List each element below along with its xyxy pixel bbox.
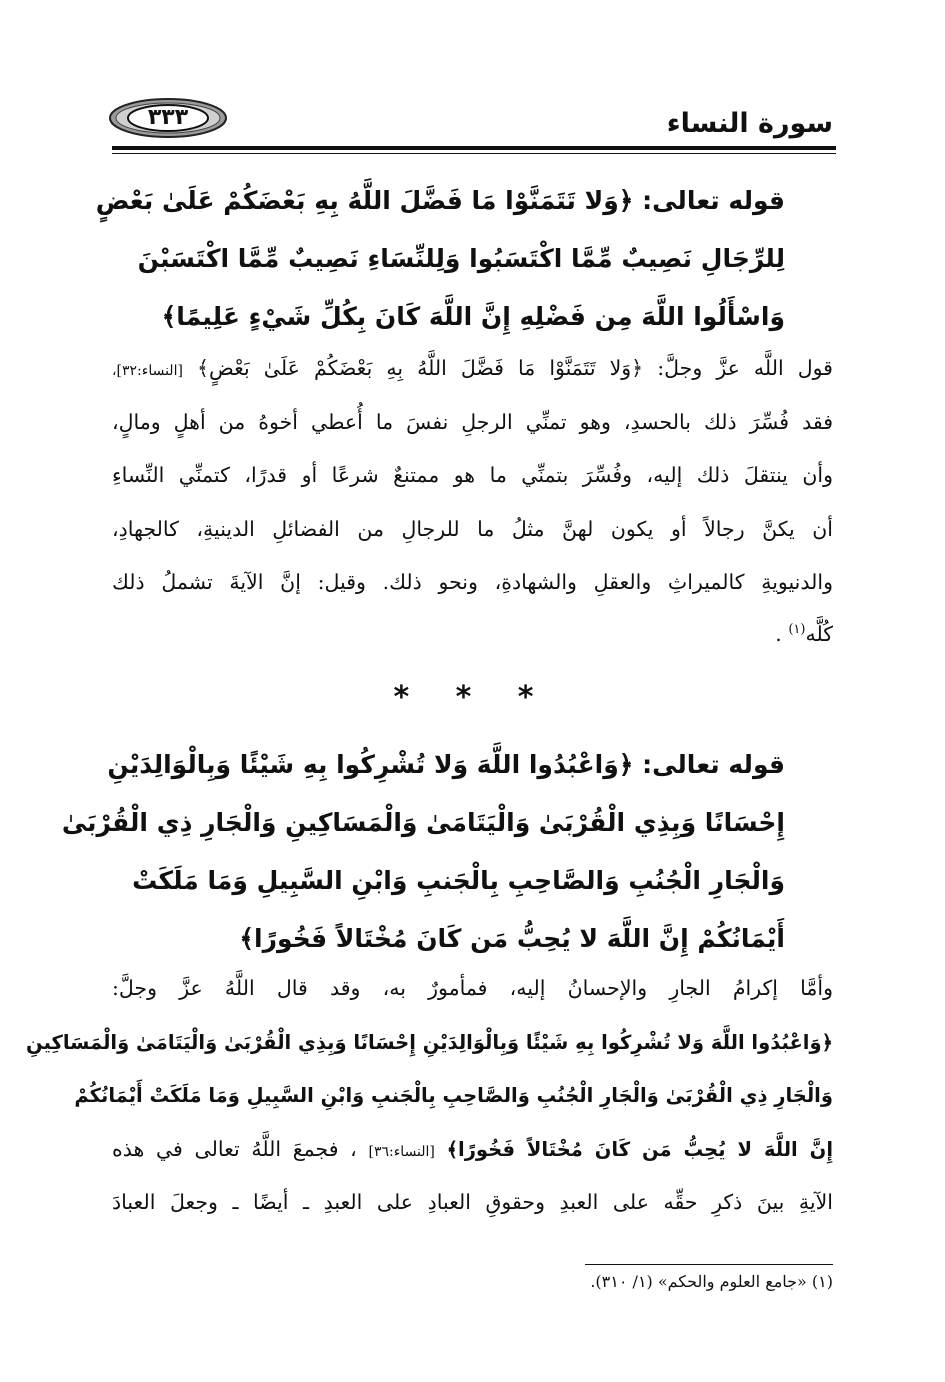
prose-text: قول اللَّه عزَّ وجلَّ: ﴿وَلا تَتَمَنَّوْا مَا فَضَّلَ اللَّهُ بِهِ بَعْضَكُمْ عَلَىٰ بَعْضٍ﴾ — [197, 356, 833, 380]
header-rule-thick — [112, 146, 836, 150]
prose-line: وَالْجَارِ ذِي الْقُرْبَىٰ وَالْجَارِ الْجُنُبِ وَالصَّاحِبِ بِالْجَنبِ وَابْنِ السَّبِيلِ وَمَا مَلَكَتْ أَيْمَانُكُمْ — [74, 1084, 833, 1108]
prose-line: ﴿وَاعْبُدُوا اللَّهَ وَلا تُشْرِكُوا بِهِ شَيْئًا وَبِالْوَالِدَيْنِ إِحْسَانًا وَبِذِي الْقُرْبَىٰ وَالْيَتَامَىٰ وَالْمَسَاكِينِ — [26, 1030, 833, 1054]
prose-line: وأن ينتقلَ ذلك إليه، وفُسِّرَ بتمنِّي ما هو ممتنعٌ شرعًا أو قدرًا، كتمنِّي النِّساءِ — [112, 463, 833, 488]
header-rule-thin — [112, 153, 836, 154]
verse-block-2 — [61, 736, 785, 968]
verse-line: قوله تعالى: ﴿وَلا تَتَمَنَّوْا مَا فَضَّلَ اللَّهُ بِهِ بَعْضَكُمْ عَلَىٰ بَعْضٍ — [95, 186, 785, 215]
section-separator: * * * — [393, 680, 552, 715]
page-number-badge — [108, 97, 228, 139]
prose-line: الآيةِ بينَ ذكرِ حقِّه على العبدِ وحقوقِ العبادِ على العبدِ ـ أيضًا ـ وجعلَ العبادَ — [112, 1190, 833, 1215]
footnote-marker[interactable]: (١) — [788, 621, 806, 637]
verse-quote: إِنَّ اللَّهَ لا يُحِبُّ مَن كَانَ مُخْتَالاً فَخُورًا﴾ — [446, 1137, 833, 1161]
commentary-paragraph-2 — [26, 962, 833, 1230]
prose-text: كُلَّه — [805, 621, 833, 646]
prose-line — [112, 342, 833, 396]
prose-line — [112, 610, 833, 650]
prose-text: . — [775, 621, 782, 646]
verse-line: إِحْسَانًا وَبِذِي الْقُرْبَىٰ وَالْيَتَامَىٰ وَالْمَسَاكِينِ وَالْجَارِ ذِي الْقُرْبَىٰ — [61, 808, 785, 837]
footnote-rule — [585, 1264, 833, 1265]
footnote: (١) «جامع العلوم والحكم» (١/ ٣١٠). — [590, 1272, 833, 1291]
prose-text: ، فجمعَ اللَّهُ تعالى في هذه — [112, 1136, 357, 1161]
verse-line: أَيْمَانُكُمْ إِنَّ اللَّهَ لا يُحِبُّ مَن كَانَ مُخْتَالاً فَخُورًا﴾ — [239, 924, 785, 953]
prose-line: وأمَّا إكرامُ الجارِ والإحسانُ إليه، فمأمورٌ به، وقد قال اللَّهُ عزَّ وجلَّ: — [112, 976, 833, 1000]
prose-line: أن يكنَّ رجالاً أو يكون لهنَّ مثلُ ما للرجالِ من الفضائلِ الدينيةِ، كالجهادِ، — [112, 516, 833, 541]
verse-block-1 — [95, 172, 785, 346]
verse-line: وَالْجَارِ الْجُنُبِ وَالصَّاحِبِ بِالْجَنبِ وَابْنِ السَّبِيلِ وَمَا مَلَكَتْ — [132, 866, 785, 895]
verse-reference: [النساء:٣٢]، — [112, 363, 183, 379]
verse-line: لِلرِّجَالِ نَصِيبٌ مِّمَّا اكْتَسَبُوا وَلِلنِّسَاءِ نَصِيبٌ مِّمَّا اكْتَسَبْنَ — [137, 244, 785, 273]
prose-line: فقد فُسِّرَ ذلك بالحسدِ، وهو تمنِّي الرجلِ نفسَ ما أُعطي أخوهُ من أهلٍ ومالٍ، — [112, 409, 833, 434]
prose-line: والدنيويةِ كالميراثِ والعقلِ والشهادةِ، ونحو ذلك. وقيل: إنَّ الآيةَ تشملُ ذلك — [112, 570, 833, 595]
surah-title: سورة النساء — [666, 108, 833, 139]
page-number: ٣٣٣ — [147, 105, 189, 130]
verse-reference: [النساء:٣٦] — [368, 1143, 435, 1160]
commentary-paragraph-1 — [112, 342, 833, 650]
verse-line: وَاسْأَلُوا اللَّهَ مِن فَضْلِهِ إِنَّ اللَّهَ كَانَ بِكُلِّ شَيْءٍ عَلِيمًا﴾ — [161, 302, 785, 331]
prose-line — [112, 1123, 833, 1177]
verse-line: قوله تعالى: ﴿وَاعْبُدُوا اللَّهَ وَلا تُشْرِكُوا بِهِ شَيْئًا وَبِالْوَالِدَيْنِ — [107, 750, 785, 779]
